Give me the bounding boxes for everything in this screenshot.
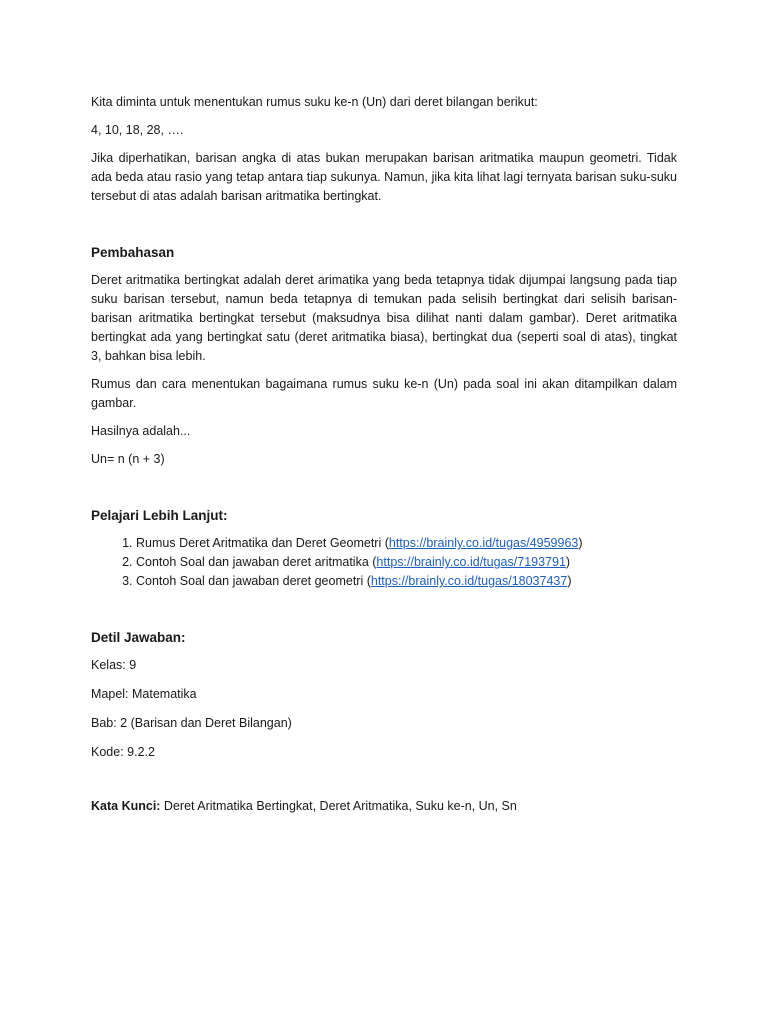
keywords-label: Kata Kunci: [91,799,161,813]
list-item-text: Contoh Soal dan jawaban deret geometri ( [136,574,371,588]
list-item-suffix: ) [578,536,583,550]
list-item-suffix: ) [565,555,571,569]
brainly-link[interactable]: https://brainly.co.id/tugas/18037437 [370,574,568,588]
details-bab: Bab: 2 (Barisan dan Deret Bilangan) [91,716,292,730]
document-content [91,93,677,816]
discussion-paragraph-1: Deret aritmatika bertingkat adalah deret arimatika yang beda tetapnya tidak dijumpai langsung pada tiap suku barisan tersebut, namun beda tetapnya di temukan pada selisih bertingkat dari selisih barisan-barisan aritmatika bertingkat tersebut (maksudnya bisa dilihat nanti dalam gambar). Deret aritmatika bertingkat ada yang bertingkat satu (deret aritmatika biasa), bertingkat dua (seperti soal di atas), tingkat 3, bahkan bisa lebih. [91,273,677,363]
details-kode: Kode: 9.2.2 [91,745,155,759]
list-item-text: Rumus Deret Aritmatika dan Deret Geometri ( [136,536,389,550]
list-item [136,553,677,572]
observation-paragraph: Jika diperhatikan, barisan angka di atas bukan merupakan barisan aritmatika maupun geometri. Tidak ada beda atau rasio yang tetap antara tiap sukunya. Namun, jika kita lihat lagi ternyata barisan suku-suku tersebut di atas adalah barisan aritmatika bertingkat. [91,151,677,203]
further-learning-list [91,534,677,591]
sequence-text: 4, 10, 18, 28, …. [91,123,184,137]
keywords-text: Deret Aritmatika Bertingkat, Deret Aritmatika, Suku ke-n, Un, Sn [160,799,517,813]
details-mapel: Mapel: Matematika [91,687,197,701]
brainly-link[interactable]: https://brainly.co.id/tugas/7193791 [376,555,566,569]
formula-text: Un= n (n + 3) [91,452,165,466]
list-item-text: Contoh Soal dan jawaban deret aritmatika ( [136,555,377,569]
brainly-link[interactable]: https://brainly.co.id/tugas/4959963 [388,536,579,550]
details-heading: Detil Jawaban: [91,630,186,645]
result-label: Hasilnya adalah... [91,424,191,438]
list-item [136,534,677,553]
discussion-paragraph-2: Rumus dan cara menentukan bagaimana rumus suku ke-n (Un) pada soal ini akan ditampilkan dalam gambar. [91,377,677,410]
list-item [136,572,677,591]
intro-text: Kita diminta untuk menentukan rumus suku ke-n (Un) dari deret bilangan berikut: [91,95,538,109]
further-learning-heading: Pelajari Lebih Lanjut: [91,508,228,523]
details-kelas: Kelas: 9 [91,658,137,672]
keywords-line [91,797,677,816]
discussion-heading: Pembahasan [91,245,175,260]
list-item-suffix: ) [567,574,572,588]
